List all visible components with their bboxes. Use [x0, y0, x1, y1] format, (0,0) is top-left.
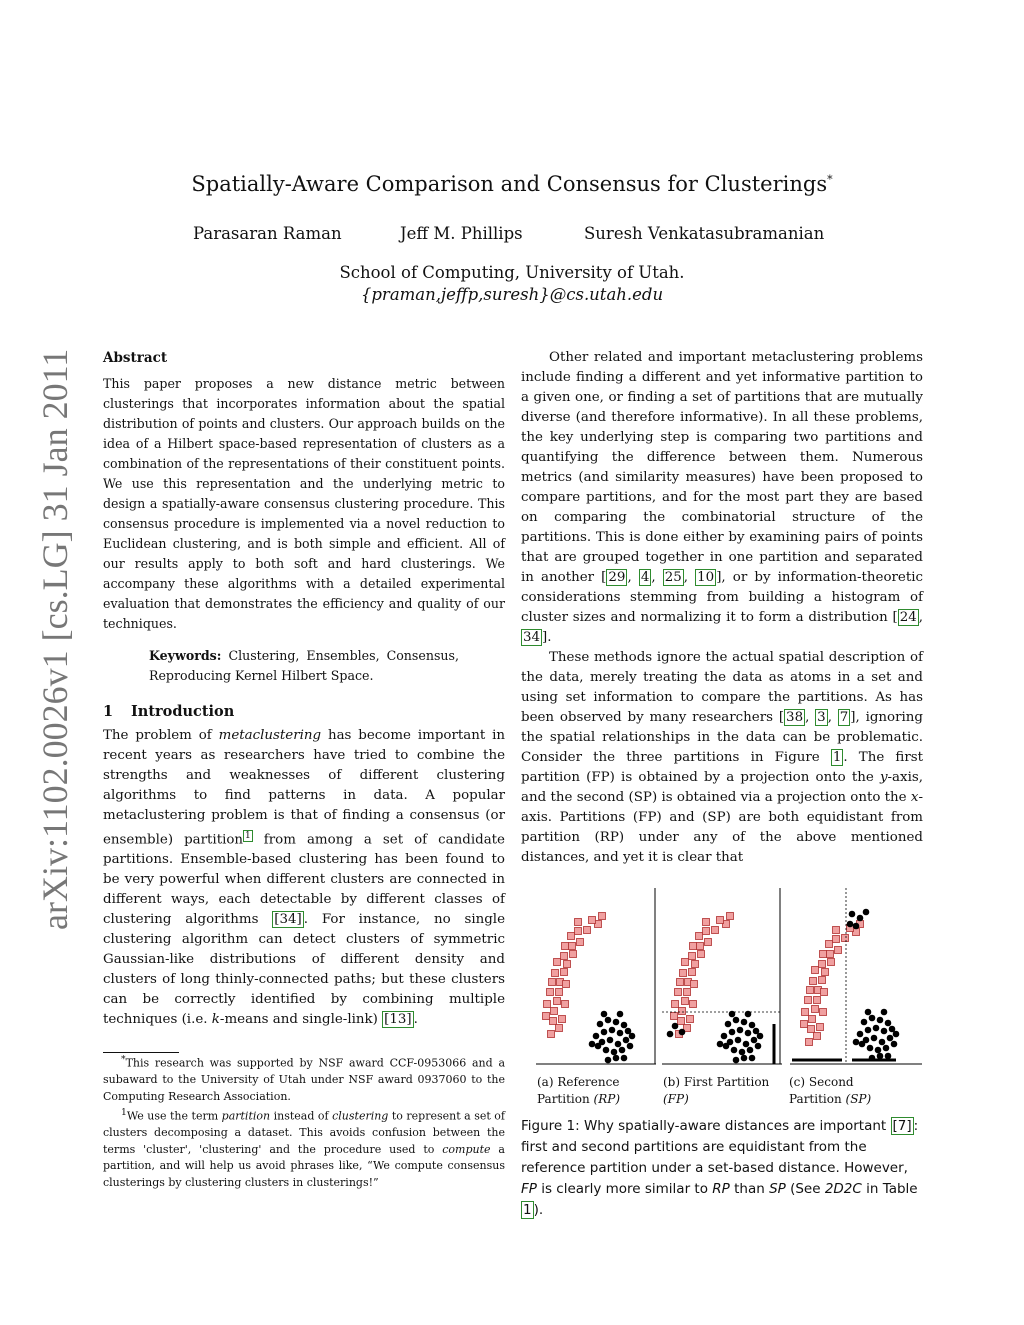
red-square-point — [691, 981, 698, 988]
black-dot-point — [733, 1017, 740, 1024]
black-dot-point — [871, 1035, 878, 1042]
black-dot-point — [593, 1033, 600, 1040]
affiliation: School of Computing, University of Utah. — [339, 263, 685, 282]
black-dot-point — [621, 1055, 628, 1062]
red-square-point — [697, 943, 704, 950]
red-square-point — [575, 928, 582, 935]
red-square-point — [826, 941, 833, 948]
affiliation-block — [0, 262, 1024, 306]
red-square-point — [822, 969, 829, 976]
red-square-point — [812, 967, 819, 974]
black-dot-point — [615, 1041, 622, 1048]
black-dot-point — [597, 1021, 604, 1028]
subcaption-a: (a) Reference Partition (RP) — [537, 1075, 621, 1106]
black-dot-point — [881, 1009, 888, 1016]
section-number: 1 — [103, 703, 114, 720]
black-dot-point — [672, 1023, 679, 1030]
red-square-point — [682, 998, 689, 1005]
section-heading — [103, 702, 505, 722]
red-square-point — [559, 1016, 566, 1023]
red-square-point — [802, 1009, 809, 1016]
red-square-point — [817, 1024, 824, 1031]
red-square-point — [562, 1001, 569, 1008]
red-square-point — [692, 961, 699, 968]
black-dot-point — [869, 1015, 876, 1022]
red-square-point — [568, 933, 575, 940]
keywords — [149, 646, 459, 686]
black-dot-point — [885, 1053, 892, 1060]
red-square-point — [727, 913, 734, 920]
black-dot-point — [741, 1019, 748, 1026]
black-dot-point — [741, 1055, 748, 1062]
red-square-point — [599, 913, 606, 920]
black-dot-point — [863, 909, 870, 916]
red-square-point — [552, 970, 559, 977]
black-dot-point — [749, 1055, 756, 1062]
black-dot-point — [891, 1041, 898, 1048]
red-square-point — [690, 1001, 697, 1008]
red-square-point — [554, 998, 561, 1005]
black-dot-point — [735, 1037, 742, 1044]
black-dot-point — [857, 915, 864, 922]
red-square-point — [589, 917, 596, 924]
footnote-ref-1[interactable]: 1 — [245, 831, 251, 841]
citation-24[interactable]: 24 — [899, 610, 917, 625]
red-square-point — [689, 953, 696, 960]
red-square-point — [680, 970, 687, 977]
black-dot-point — [857, 1031, 864, 1038]
red-square-point — [703, 928, 710, 935]
panel-second-partition — [790, 888, 922, 1064]
red-square-point — [807, 987, 814, 994]
black-dot-point — [605, 1057, 612, 1064]
black-dot-point — [865, 1027, 872, 1034]
black-dot-point — [739, 1049, 746, 1056]
black-dot-point — [853, 1039, 860, 1046]
black-dot-point — [667, 1031, 674, 1038]
black-dot-point — [887, 1035, 894, 1042]
red-square-point — [827, 951, 834, 958]
black-dot-point — [733, 1057, 740, 1064]
caption-citation-7[interactable]: [7] — [892, 1118, 912, 1134]
right-paragraph-1: Other related and important metaclustering problems include finding a different and yet informative partition to a given one, or finding a set of partitions that are mutually diverse (and therefore informative). In all these problems, the key underlying step is comparing two partitions and quantifying the difference between them. Numerous metrics (and similarity measures) have been proposed to compare partitions, and for the most part they are based on comparing the combinatorial structure of the partitions. This is done either by examining pairs of points that are grouped together in one partition and separated in another [ 29 , 4 , 25 , 10 ], or by information-theoretic considerations stemming from building a histogram of cluster sizes and normalizing it to form a distribution [ 24 , 34 ]. — [521, 350, 923, 645]
red-square-point — [712, 927, 719, 934]
red-square-point — [820, 951, 827, 958]
citation-34b[interactable]: 34 — [523, 630, 541, 645]
red-square-point — [675, 989, 682, 996]
black-dot-point — [755, 1043, 762, 1050]
red-square-point — [544, 1001, 551, 1008]
black-dot-point — [629, 1033, 636, 1040]
black-dot-point — [893, 1031, 900, 1038]
black-dot-point — [747, 1047, 754, 1054]
red-square-point — [564, 961, 571, 968]
red-square-point — [835, 947, 842, 954]
black-dot-point — [601, 1029, 608, 1036]
red-square-point — [812, 1006, 819, 1013]
black-dot-point — [617, 1030, 624, 1037]
red-square-point — [819, 961, 826, 968]
panel-reference-partition — [536, 888, 656, 1064]
citation-3[interactable]: 3 — [817, 710, 826, 725]
figure-1-caption: Figure 1: Why spatially-aware distances are important [7] : first and second partitions are equidistant from the reference partition under a set-based distance. However, FP is clearly more similar to RP than SP (See 2D2C in Table 1 ). — [521, 1118, 919, 1218]
caption-table-ref[interactable]: 1 — [523, 1202, 532, 1218]
black-dot-point — [725, 1021, 732, 1028]
red-square-point — [575, 919, 582, 926]
red-square-point — [577, 939, 584, 946]
red-square-point — [677, 979, 684, 986]
black-dot-point — [601, 1011, 608, 1018]
section-title: Introduction — [131, 703, 235, 720]
citation-29[interactable]: 29 — [608, 570, 626, 585]
red-square-point — [703, 919, 710, 926]
red-square-point — [842, 935, 849, 942]
red-square-point — [569, 943, 576, 950]
black-dot-point — [613, 1055, 620, 1062]
keywords-text: Clustering, Ensembles, Consensus, Reproducing Kernel Hilbert Space. — [149, 648, 459, 683]
author-1: Parasaran Raman — [193, 224, 342, 243]
red-square-point — [548, 1031, 555, 1038]
red-square-point — [833, 936, 840, 943]
black-dot-point — [619, 1047, 626, 1054]
red-square-point — [690, 943, 697, 950]
black-dot-point — [607, 1037, 614, 1044]
red-square-point — [563, 981, 570, 988]
black-dot-point — [859, 1041, 866, 1048]
citation-13[interactable]: [13] — [384, 1012, 412, 1028]
red-square-point — [684, 989, 691, 996]
paper-title: Spatially-Aware Comparison and Consensus for Clusterings* — [191, 172, 833, 196]
black-dot-point — [609, 1027, 616, 1034]
red-square-point — [801, 1021, 808, 1028]
red-square-point — [805, 997, 812, 1004]
red-square-point — [809, 1016, 816, 1023]
black-dot-point — [879, 1039, 886, 1046]
black-dot-point — [865, 1009, 872, 1016]
red-square-point — [687, 1016, 694, 1023]
red-square-point — [561, 969, 568, 976]
red-square-point — [819, 977, 826, 984]
red-square-point — [584, 927, 591, 934]
black-dot-point — [679, 1029, 686, 1036]
red-square-point — [833, 927, 840, 934]
subcaption-b: (b) First Partition (FP) — [663, 1075, 770, 1106]
red-square-point — [814, 997, 821, 1004]
black-dot-point — [883, 1045, 890, 1052]
footnotes — [103, 1052, 505, 1191]
black-dot-point — [749, 1022, 756, 1029]
citation-10[interactable]: 10 — [697, 570, 715, 585]
black-dot-point — [877, 1017, 884, 1024]
abstract-text: This paper proposes a new distance metric between clusterings that incorporates information about the spatial distribution of points and clusters. Our approach builds on the idea of a Hilbert space-based representation of clusters as a combination of the representations of their constituent points. We use this representation and the underlying metric to design a spatially-aware consensus clustering procedure. This consensus procedure is implemented via a novel reduction to Euclidean clustering, and is both simple and efficient. All of our results apply to both soft and hard clusterings. We accompany these algorithms with a detailed experimental evaluation that demonstrates the efficiency and quality of our techniques. — [103, 376, 505, 631]
arxiv-stamp: arXiv:1102.0026v1 [cs.LG] 31 Jan 2011 — [35, 348, 75, 930]
red-square-point — [549, 979, 556, 986]
red-square-point — [547, 989, 554, 996]
footnote-1: $^1$We use the term partition instead of clustering to represent a set of clusters decomposing a dataset. This avoids confusion between the terms 'cluster', 'clustering' and the procedure used to compute a partition, and will help us avoid phrases like, “We compute consensus clusterings by clustering clusters in clusterings!” — [103, 1107, 506, 1189]
black-dot-point — [717, 1041, 724, 1048]
intro-paragraph: The problem of metaclustering has become important in recent years as researchers have tried to combine the strengths and weaknesses of different clustering algorithms to find patterns in data. A popular metaclustering problem is that of finding a consensus (or ensemble) partition $^1$ from among a set of candidate partitions. Ensemble-based clustering has been found to be very powerful when different clusters are connected in different ways, each detectable by different classes of clustering algorithms [34] . For instance, no single clustering algorithm can detect clusters of symmetric Gaussian-like distributions of different density and clusters of long thinly-connected paths; but these clusters can be correctly identified by combining multiple techniques (i.e. k-means and single-link) [13] . — [103, 728, 506, 1028]
red-square-point — [810, 978, 817, 985]
red-square-point — [562, 943, 569, 950]
black-dot-point — [617, 1011, 624, 1018]
keywords-label: Keywords: — [149, 648, 222, 663]
figure-1-panels — [530, 884, 930, 1074]
right-paragraph-2: These methods ignore the actual spatial description of the data, merely treating the data as atoms in a set and using set information to compare the partitions. As has been observed by many researchers [ 38 , 3 , 7 ], ignoring the spatial relationships in the data can be problematic. Consider the three partitions in Figure 1 . The first partition (FP) is obtained by a projection onto the y-axis, and the second (SP) is obtained via a projection onto the x-axis. Partitions (FP) and (SP) are both equidistant from partition (RP) under any of the above mentioned distances, and yet it is clear that — [521, 650, 923, 865]
black-dot-point — [623, 1037, 630, 1044]
red-square-point — [814, 1033, 821, 1040]
black-dot-point — [875, 1047, 882, 1054]
red-square-point — [561, 953, 568, 960]
black-dot-point — [627, 1043, 634, 1050]
left-column — [103, 348, 505, 1030]
red-square-point — [698, 951, 705, 958]
red-square-point — [672, 1001, 679, 1008]
red-square-point — [554, 959, 561, 966]
black-dot-point — [729, 1029, 736, 1036]
citation-4[interactable]: 4 — [640, 570, 650, 585]
citation-38[interactable]: 38 — [786, 710, 804, 725]
panel-first-partition — [662, 888, 782, 1064]
black-dot-point — [873, 1025, 880, 1032]
citation-7[interactable]: 7 — [839, 710, 849, 725]
black-dot-point — [731, 1047, 738, 1054]
author-2: Jeff M. Phillips — [400, 224, 523, 243]
red-square-point — [570, 951, 577, 958]
black-dot-point — [881, 1028, 888, 1035]
citation-34[interactable]: [34] — [274, 912, 302, 928]
black-dot-point — [595, 1043, 602, 1050]
red-square-point — [821, 989, 828, 996]
red-square-point — [696, 933, 703, 940]
figure-ref-1[interactable]: 1 — [832, 750, 842, 765]
black-dot-point — [721, 1033, 728, 1040]
red-square-point — [556, 1025, 563, 1032]
red-square-point — [551, 1008, 558, 1015]
black-dot-point — [861, 1019, 868, 1026]
author-emails: {praman,jeffp,suresh}@cs.utah.edu — [360, 285, 664, 304]
black-dot-point — [603, 1047, 610, 1054]
red-square-point — [705, 939, 712, 946]
black-dot-point — [885, 1020, 892, 1027]
red-square-point — [682, 959, 689, 966]
black-dot-point — [877, 1053, 884, 1060]
red-square-point — [820, 1009, 827, 1016]
title-footnote-mark: * — [827, 173, 833, 186]
footnote-star: *This research was supported by NSF award CCF-0953066 and a subaward to the University of Utah under NSF award 0937060 to the Computing Research Association. — [103, 1054, 505, 1103]
black-dot-point — [611, 1049, 618, 1056]
black-dot-point — [853, 923, 860, 930]
citation-25[interactable]: 25 — [664, 570, 682, 585]
black-dot-point — [737, 1027, 744, 1034]
red-square-point — [550, 1018, 557, 1025]
black-dot-point — [723, 1043, 730, 1050]
black-dot-point — [589, 1041, 596, 1048]
black-dot-point — [745, 1030, 752, 1037]
red-square-point — [556, 989, 563, 996]
red-square-point — [689, 969, 696, 976]
black-dot-point — [743, 1041, 750, 1048]
black-dot-point — [849, 911, 856, 918]
red-square-point — [678, 1018, 685, 1025]
author-3: Suresh Venkatasubramanian — [584, 224, 825, 243]
abstract-heading: Abstract — [103, 350, 168, 366]
red-square-point — [717, 917, 724, 924]
black-dot-point — [867, 1045, 874, 1052]
red-square-point — [828, 959, 835, 966]
black-dot-point — [605, 1017, 612, 1024]
black-dot-point — [621, 1022, 628, 1029]
red-square-point — [543, 1013, 550, 1020]
black-dot-point — [751, 1037, 758, 1044]
black-dot-point — [847, 921, 854, 928]
red-square-point — [808, 1026, 815, 1033]
black-dot-point — [613, 1019, 620, 1026]
right-column — [521, 348, 923, 868]
metaclustering-term: metaclustering — [218, 728, 322, 743]
black-dot-point — [757, 1033, 764, 1040]
red-square-point — [806, 1039, 813, 1046]
red-square-point — [671, 1013, 678, 1020]
subcaption-c: (c) Second Partition (SP) — [789, 1075, 872, 1106]
red-square-point — [679, 1008, 686, 1015]
